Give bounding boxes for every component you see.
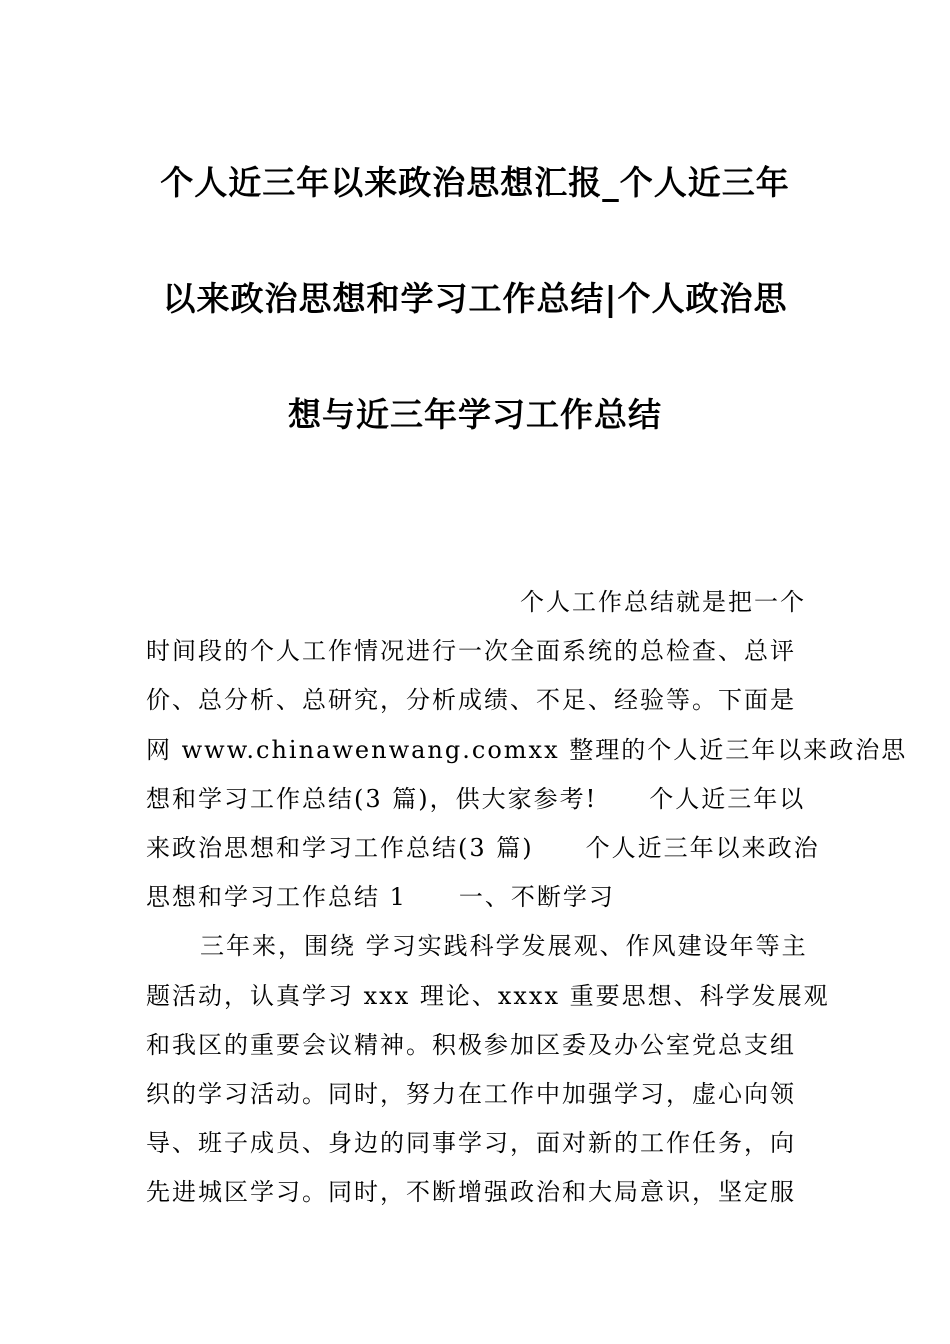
document-title bbox=[120, 150, 830, 498]
title-line: 个人近三年以来政治思想汇报_个人近三年 bbox=[160, 163, 790, 202]
intro-line: 价、总分析、总研究，分析成绩、不足、经验等。下面是 bbox=[146, 686, 796, 715]
intro-line: 网 www.chinawenwang.comxx 整理的个人近三年以来政治思 bbox=[146, 735, 908, 764]
intro-line: 来政治思想和学习工作总结(3 篇) 个人近三年以来政治 bbox=[146, 833, 820, 862]
paragraph-line: 三年来，围绕 学习实践科学发展观、作风建设年等主 bbox=[200, 932, 808, 961]
title-line: 以来政治思想和学习工作总结|个人政治思 bbox=[162, 279, 788, 318]
paragraph-line: 导、班子成员、身边的同事学习，面对新的工作任务，向 bbox=[146, 1129, 796, 1158]
paragraph-line: 和我区的重要会议精神。积极参加区委及办公室党总支组 bbox=[146, 1030, 796, 1059]
intro-line: 思想和学习工作总结 1 一、不断学习 bbox=[146, 883, 615, 912]
paragraph-line: 织的学习活动。同时，努力在工作中加强学习，虚心向领 bbox=[146, 1079, 796, 1108]
intro-line: 时间段的个人工作情况进行一次全面系统的总检查、总评 bbox=[146, 637, 796, 666]
paragraph-line: 题活动，认真学习 xxx 理论、xxxx 重要思想、科学发展观 bbox=[146, 981, 830, 1010]
intro-line: 想和学习工作总结(3 篇)，供大家参考! 个人近三年以 bbox=[146, 784, 806, 813]
title-line: 想与近三年学习工作总结 bbox=[288, 395, 662, 434]
intro-line: 个人工作总结就是把一个 bbox=[520, 588, 806, 616]
paragraph-line: 先进城区学习。同时，不断增强政治和大局意识，坚定服 bbox=[146, 1178, 796, 1207]
document-body bbox=[146, 578, 908, 1217]
